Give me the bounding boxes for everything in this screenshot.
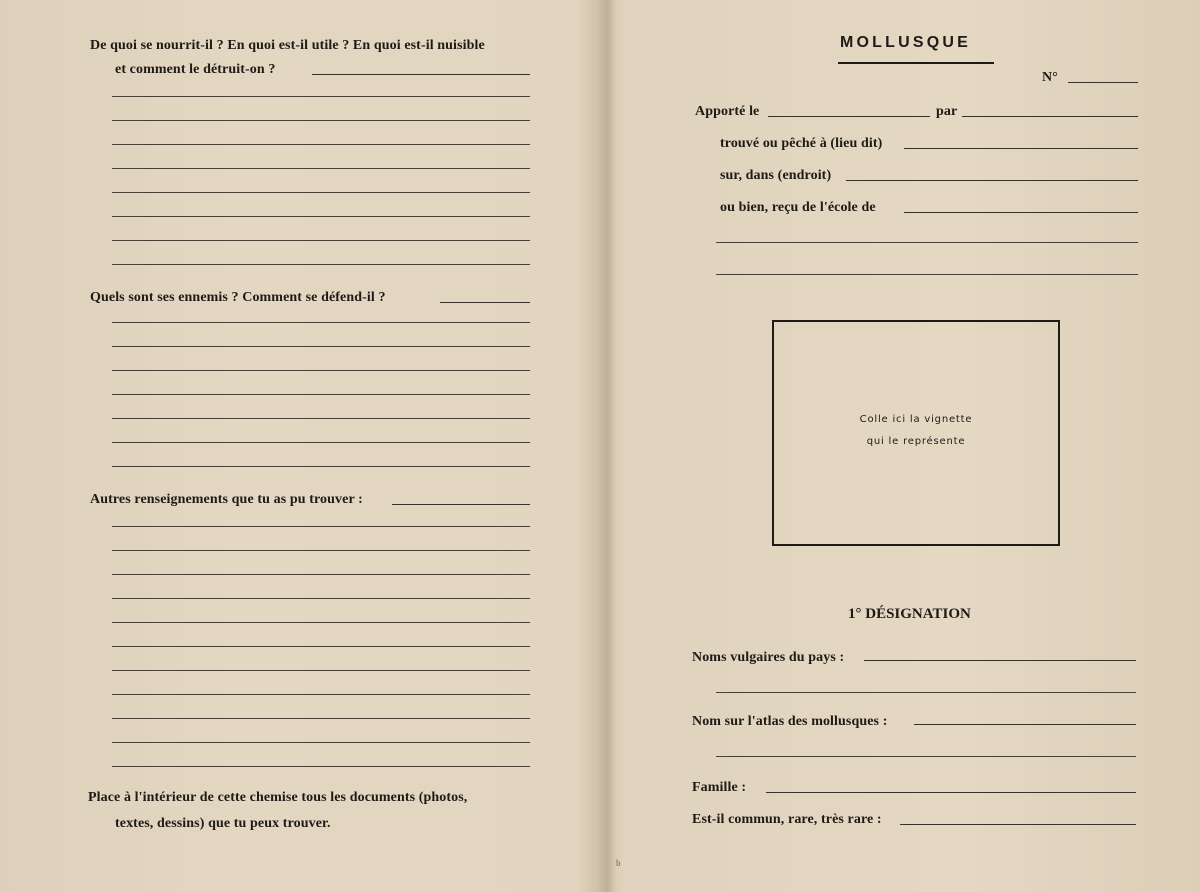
answer-line-food[interactable] <box>312 74 530 75</box>
answer-line[interactable] <box>112 718 530 719</box>
answer-line[interactable] <box>716 692 1136 693</box>
received-from-label: ou bien, reçu de l'école de <box>720 200 876 215</box>
answer-line[interactable] <box>112 192 530 193</box>
answer-line[interactable] <box>112 742 530 743</box>
answer-line[interactable] <box>112 670 530 671</box>
atlas-name-field[interactable] <box>914 724 1136 725</box>
answer-line[interactable] <box>112 694 530 695</box>
answer-line[interactable] <box>112 646 530 647</box>
answer-line-enemies[interactable] <box>440 302 530 303</box>
answer-line[interactable] <box>112 766 530 767</box>
answer-line[interactable] <box>112 442 530 443</box>
common-names-label: Noms vulgaires du pays : <box>692 650 845 665</box>
brought-by-field[interactable] <box>962 116 1138 117</box>
question-food-usefulness-cont: et comment le détruit-on ? <box>115 62 276 77</box>
brought-on-field[interactable] <box>768 116 930 117</box>
answer-line[interactable] <box>716 274 1138 275</box>
atlas-name-label: Nom sur l'atlas des mollusques : <box>692 714 888 729</box>
instruction-documents: Place à l'intérieur de cette chemise tous les documents (photos, <box>88 790 468 805</box>
gutter-mark: b <box>616 858 621 868</box>
number-field[interactable] <box>1068 82 1138 83</box>
question-food-usefulness: De quoi se nourrit-il ? En quoi est-il utile ? En quoi est-il nuisible <box>90 38 485 53</box>
answer-line[interactable] <box>112 598 530 599</box>
instruction-documents-cont: textes, dessins) que tu peux trouver. <box>115 816 331 831</box>
common-names-field[interactable] <box>864 660 1136 661</box>
rarity-field[interactable] <box>900 824 1136 825</box>
location-field[interactable] <box>846 180 1138 181</box>
family-label: Famille : <box>692 780 747 795</box>
answer-line[interactable] <box>112 394 530 395</box>
answer-line[interactable] <box>112 622 530 623</box>
vignette-instruction-line2: qui le représente <box>866 436 966 447</box>
answer-line[interactable] <box>112 264 530 265</box>
answer-line[interactable] <box>716 756 1136 757</box>
answer-line[interactable] <box>716 242 1138 243</box>
answer-line[interactable] <box>112 526 530 527</box>
answer-line[interactable] <box>112 466 530 467</box>
location-label: sur, dans (endroit) <box>720 168 832 183</box>
family-field[interactable] <box>766 792 1136 793</box>
answer-line[interactable] <box>112 322 530 323</box>
answer-line[interactable] <box>112 144 530 145</box>
answer-line[interactable] <box>112 574 530 575</box>
answer-line[interactable] <box>112 216 530 217</box>
number-label: N° <box>1042 70 1058 85</box>
answer-line[interactable] <box>112 418 530 419</box>
page-title: MOLLUSQUE <box>840 34 972 51</box>
brought-on-label: Apporté le <box>695 104 760 119</box>
question-enemies: Quels sont ses ennemis ? Comment se défend-il ? <box>90 290 386 305</box>
rarity-label: Est-il commun, rare, très rare : <box>692 812 882 827</box>
answer-line[interactable] <box>112 346 530 347</box>
right-page <box>612 0 1200 892</box>
answer-line[interactable] <box>112 96 530 97</box>
answer-line[interactable] <box>112 168 530 169</box>
by-label: par <box>936 104 958 119</box>
answer-line-other[interactable] <box>392 504 530 505</box>
answer-line[interactable] <box>112 240 530 241</box>
vignette-box[interactable] <box>772 320 1060 546</box>
section-heading-designation: 1° DÉSIGNATION <box>848 606 971 622</box>
vignette-instruction-line1: Colle ici la vignette <box>859 414 973 425</box>
question-other-info: Autres renseignements que tu as pu trouver : <box>90 492 363 507</box>
found-at-field[interactable] <box>904 148 1138 149</box>
title-underline <box>838 62 994 64</box>
answer-line[interactable] <box>112 550 530 551</box>
received-from-field[interactable] <box>904 212 1138 213</box>
found-at-label: trouvé ou pêché à (lieu dit) <box>720 136 883 151</box>
answer-line[interactable] <box>112 120 530 121</box>
answer-line[interactable] <box>112 370 530 371</box>
